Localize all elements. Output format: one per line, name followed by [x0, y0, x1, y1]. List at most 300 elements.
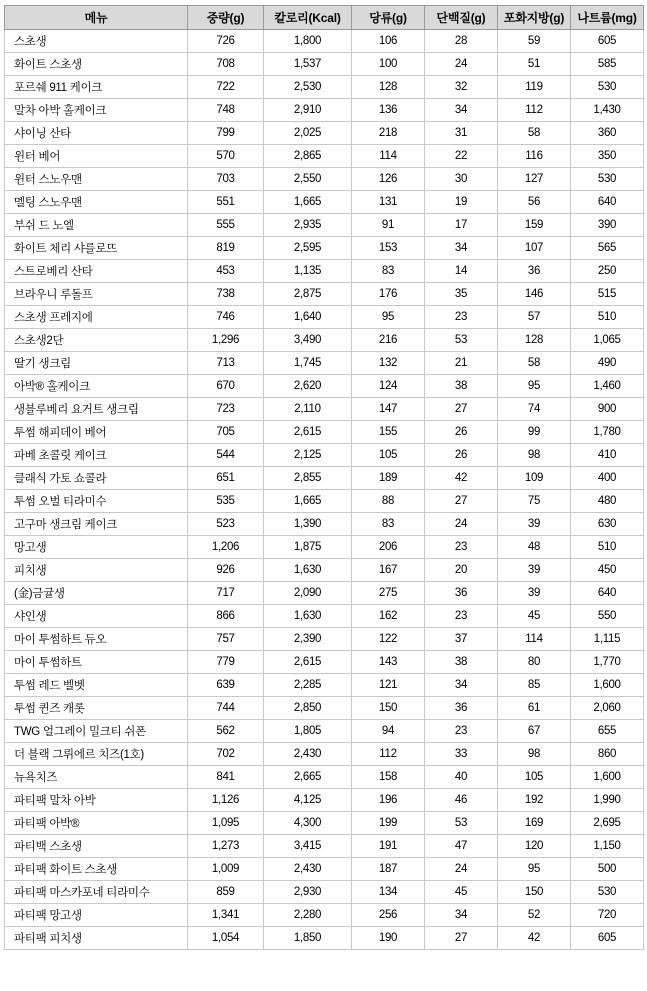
cell-menu-name: 멜팅 스노우맨 [5, 191, 188, 214]
cell-value: 2,285 [264, 674, 352, 697]
cell-value: 91 [352, 214, 425, 237]
cell-value: 713 [188, 352, 264, 375]
table-row [5, 352, 644, 375]
table-row [5, 835, 644, 858]
table-row [5, 766, 644, 789]
cell-value: 256 [352, 904, 425, 927]
cell-value: 169 [498, 812, 571, 835]
cell-value: 42 [498, 927, 571, 950]
cell-value: 900 [571, 398, 644, 421]
cell-value: 1,850 [264, 927, 352, 950]
cell-value: 147 [352, 398, 425, 421]
table-row [5, 697, 644, 720]
cell-value: 34 [425, 904, 498, 927]
cell-value: 1,600 [571, 674, 644, 697]
cell-value: 1,009 [188, 858, 264, 881]
table-row [5, 513, 644, 536]
cell-value: 100 [352, 53, 425, 76]
cell-value: 127 [498, 168, 571, 191]
cell-value: 535 [188, 490, 264, 513]
cell-menu-name: 파티팩 망고생 [5, 904, 188, 927]
cell-value: 136 [352, 99, 425, 122]
cell-value: 112 [352, 743, 425, 766]
table-row [5, 628, 644, 651]
cell-value: 1,537 [264, 53, 352, 76]
cell-value: 720 [571, 904, 644, 927]
cell-value: 2,855 [264, 467, 352, 490]
cell-value: 1,665 [264, 191, 352, 214]
cell-value: 216 [352, 329, 425, 352]
cell-value: 98 [498, 444, 571, 467]
cell-value: 131 [352, 191, 425, 214]
table-row [5, 927, 644, 950]
cell-value: 562 [188, 720, 264, 743]
cell-value: 159 [498, 214, 571, 237]
cell-value: 1,390 [264, 513, 352, 536]
cell-menu-name: 투썸 레드 벨벳 [5, 674, 188, 697]
cell-value: 3,415 [264, 835, 352, 858]
cell-value: 121 [352, 674, 425, 697]
cell-value: 58 [498, 122, 571, 145]
cell-value: 192 [498, 789, 571, 812]
cell-menu-name: 투썸 오벌 티라미수 [5, 490, 188, 513]
cell-value: 22 [425, 145, 498, 168]
cell-value: 20 [425, 559, 498, 582]
cell-value: 410 [571, 444, 644, 467]
cell-menu-name: 샤이닝 산타 [5, 122, 188, 145]
column-header-sodium: 나트륨(mg) [571, 6, 644, 30]
cell-value: 2,930 [264, 881, 352, 904]
cell-value: 150 [498, 881, 571, 904]
cell-value: 36 [498, 260, 571, 283]
cell-value: 56 [498, 191, 571, 214]
cell-value: 1,135 [264, 260, 352, 283]
table-row [5, 214, 644, 237]
cell-value: 28 [425, 30, 498, 53]
table-row [5, 490, 644, 513]
cell-value: 206 [352, 536, 425, 559]
cell-value: 2,875 [264, 283, 352, 306]
cell-value: 114 [498, 628, 571, 651]
cell-value: 162 [352, 605, 425, 628]
table-row [5, 605, 644, 628]
cell-value: 4,125 [264, 789, 352, 812]
cell-value: 35 [425, 283, 498, 306]
cell-menu-name: 생블루베리 요거트 생크림 [5, 398, 188, 421]
cell-value: 46 [425, 789, 498, 812]
cell-menu-name: 부쉬 드 노엘 [5, 214, 188, 237]
cell-value: 122 [352, 628, 425, 651]
table-row [5, 260, 644, 283]
cell-value: 74 [498, 398, 571, 421]
cell-value: 1,665 [264, 490, 352, 513]
table-row [5, 99, 644, 122]
cell-value: 639 [188, 674, 264, 697]
cell-value: 1,600 [571, 766, 644, 789]
cell-value: 1,065 [571, 329, 644, 352]
nutrition-table [4, 5, 644, 950]
cell-value: 2,850 [264, 697, 352, 720]
cell-value: 48 [498, 536, 571, 559]
cell-value: 39 [498, 559, 571, 582]
cell-menu-name: (金)금귤생 [5, 582, 188, 605]
cell-value: 143 [352, 651, 425, 674]
cell-value: 450 [571, 559, 644, 582]
table-row [5, 582, 644, 605]
cell-value: 1,126 [188, 789, 264, 812]
cell-value: 112 [498, 99, 571, 122]
cell-value: 75 [498, 490, 571, 513]
cell-value: 926 [188, 559, 264, 582]
cell-value: 109 [498, 467, 571, 490]
cell-value: 1,296 [188, 329, 264, 352]
cell-value: 515 [571, 283, 644, 306]
cell-value: 57 [498, 306, 571, 329]
column-header-sugar: 당류(g) [352, 6, 425, 30]
cell-value: 1,990 [571, 789, 644, 812]
table-header-row [5, 6, 644, 30]
cell-menu-name: 피치생 [5, 559, 188, 582]
cell-value: 45 [425, 881, 498, 904]
table-row [5, 237, 644, 260]
cell-value: 218 [352, 122, 425, 145]
table-row [5, 122, 644, 145]
table-row [5, 743, 644, 766]
cell-value: 738 [188, 283, 264, 306]
cell-value: 1,875 [264, 536, 352, 559]
table-row [5, 421, 644, 444]
table-row [5, 76, 644, 99]
cell-value: 1,630 [264, 605, 352, 628]
cell-value: 640 [571, 191, 644, 214]
table-row [5, 30, 644, 53]
column-header-protein: 단백질(g) [425, 6, 498, 30]
cell-value: 146 [498, 283, 571, 306]
cell-value: 61 [498, 697, 571, 720]
table-row [5, 651, 644, 674]
cell-menu-name: 망고생 [5, 536, 188, 559]
cell-value: 34 [425, 99, 498, 122]
cell-value: 26 [425, 421, 498, 444]
table-row [5, 904, 644, 927]
cell-menu-name: 클래식 가토 쇼콜라 [5, 467, 188, 490]
cell-value: 36 [425, 697, 498, 720]
column-header-weight: 중량(g) [188, 6, 264, 30]
cell-value: 19 [425, 191, 498, 214]
cell-value: 651 [188, 467, 264, 490]
cell-value: 37 [425, 628, 498, 651]
cell-value: 31 [425, 122, 498, 145]
cell-value: 555 [188, 214, 264, 237]
cell-menu-name: 파베 초콜릿 케이크 [5, 444, 188, 467]
cell-value: 116 [498, 145, 571, 168]
cell-value: 1,150 [571, 835, 644, 858]
table-row [5, 283, 644, 306]
cell-value: 153 [352, 237, 425, 260]
table-header [5, 6, 644, 30]
cell-value: 551 [188, 191, 264, 214]
cell-value: 350 [571, 145, 644, 168]
cell-value: 2,595 [264, 237, 352, 260]
cell-value: 23 [425, 720, 498, 743]
table-row [5, 789, 644, 812]
cell-value: 523 [188, 513, 264, 536]
cell-value: 670 [188, 375, 264, 398]
cell-value: 799 [188, 122, 264, 145]
cell-value: 640 [571, 582, 644, 605]
cell-value: 510 [571, 536, 644, 559]
cell-menu-name: 뉴욕치즈 [5, 766, 188, 789]
cell-value: 1,341 [188, 904, 264, 927]
cell-menu-name: 샤인생 [5, 605, 188, 628]
cell-value: 1,800 [264, 30, 352, 53]
table-row [5, 881, 644, 904]
cell-value: 510 [571, 306, 644, 329]
table-row [5, 306, 644, 329]
cell-value: 1,095 [188, 812, 264, 835]
cell-value: 27 [425, 927, 498, 950]
cell-value: 95 [498, 858, 571, 881]
cell-menu-name: 파티팩 말차 아박 [5, 789, 188, 812]
table-row [5, 145, 644, 168]
cell-value: 2,935 [264, 214, 352, 237]
cell-value: 67 [498, 720, 571, 743]
cell-value: 2,430 [264, 858, 352, 881]
cell-menu-name: 포르쉐 911 케이크 [5, 76, 188, 99]
cell-value: 250 [571, 260, 644, 283]
cell-value: 605 [571, 927, 644, 950]
column-header-menu: 메뉴 [5, 6, 188, 30]
cell-value: 27 [425, 490, 498, 513]
table-row [5, 375, 644, 398]
cell-value: 1,770 [571, 651, 644, 674]
cell-value: 544 [188, 444, 264, 467]
cell-value: 2,665 [264, 766, 352, 789]
cell-value: 1,115 [571, 628, 644, 651]
cell-menu-name: 브라우니 루돌프 [5, 283, 188, 306]
cell-value: 88 [352, 490, 425, 513]
cell-value: 196 [352, 789, 425, 812]
cell-value: 500 [571, 858, 644, 881]
cell-menu-name: 윈터 베어 [5, 145, 188, 168]
cell-value: 550 [571, 605, 644, 628]
table-row [5, 444, 644, 467]
cell-value: 585 [571, 53, 644, 76]
cell-value: 275 [352, 582, 425, 605]
cell-value: 158 [352, 766, 425, 789]
cell-value: 155 [352, 421, 425, 444]
cell-value: 744 [188, 697, 264, 720]
cell-value: 53 [425, 329, 498, 352]
cell-value: 95 [352, 306, 425, 329]
cell-value: 779 [188, 651, 264, 674]
cell-value: 30 [425, 168, 498, 191]
cell-value: 85 [498, 674, 571, 697]
cell-value: 39 [498, 513, 571, 536]
cell-value: 106 [352, 30, 425, 53]
cell-value: 2,430 [264, 743, 352, 766]
cell-value: 2,025 [264, 122, 352, 145]
cell-value: 1,630 [264, 559, 352, 582]
cell-value: 2,060 [571, 697, 644, 720]
cell-menu-name: 아박® 홀케이크 [5, 375, 188, 398]
cell-value: 630 [571, 513, 644, 536]
cell-value: 400 [571, 467, 644, 490]
cell-value: 191 [352, 835, 425, 858]
cell-value: 655 [571, 720, 644, 743]
cell-value: 150 [352, 697, 425, 720]
cell-value: 23 [425, 306, 498, 329]
cell-value: 17 [425, 214, 498, 237]
cell-value: 723 [188, 398, 264, 421]
cell-value: 34 [425, 674, 498, 697]
cell-menu-name: 더 블랙 그뤼에르 치즈(1호) [5, 743, 188, 766]
cell-value: 605 [571, 30, 644, 53]
table-row [5, 329, 644, 352]
cell-value: 1,206 [188, 536, 264, 559]
table-row [5, 559, 644, 582]
cell-value: 132 [352, 352, 425, 375]
cell-value: 187 [352, 858, 425, 881]
cell-value: 453 [188, 260, 264, 283]
cell-value: 2,620 [264, 375, 352, 398]
cell-menu-name: 스초생 프레지에 [5, 306, 188, 329]
cell-menu-name: 말차 아박 홀케이크 [5, 99, 188, 122]
cell-menu-name: 화이트 체리 샤를로뜨 [5, 237, 188, 260]
cell-value: 24 [425, 53, 498, 76]
cell-value: 119 [498, 76, 571, 99]
cell-value: 2,550 [264, 168, 352, 191]
cell-value: 27 [425, 398, 498, 421]
cell-value: 114 [352, 145, 425, 168]
cell-value: 3,490 [264, 329, 352, 352]
cell-value: 748 [188, 99, 264, 122]
cell-value: 717 [188, 582, 264, 605]
cell-value: 24 [425, 858, 498, 881]
cell-value: 2,695 [571, 812, 644, 835]
cell-value: 59 [498, 30, 571, 53]
cell-value: 51 [498, 53, 571, 76]
table-row [5, 467, 644, 490]
cell-menu-name: 마이 투썸하트 [5, 651, 188, 674]
cell-menu-name: 파티팩 피치생 [5, 927, 188, 950]
cell-value: 2,110 [264, 398, 352, 421]
cell-value: 124 [352, 375, 425, 398]
cell-value: 866 [188, 605, 264, 628]
cell-value: 360 [571, 122, 644, 145]
cell-value: 2,530 [264, 76, 352, 99]
cell-value: 757 [188, 628, 264, 651]
table-body [5, 30, 644, 950]
table-row [5, 191, 644, 214]
cell-menu-name: 마이 투썸하트 듀오 [5, 628, 188, 651]
cell-value: 33 [425, 743, 498, 766]
table-row [5, 398, 644, 421]
table-row [5, 536, 644, 559]
cell-value: 128 [498, 329, 571, 352]
cell-value: 2,865 [264, 145, 352, 168]
table-row [5, 168, 644, 191]
column-header-calories: 칼로리(Kcal) [264, 6, 352, 30]
cell-value: 2,280 [264, 904, 352, 927]
cell-value: 530 [571, 76, 644, 99]
cell-value: 21 [425, 352, 498, 375]
cell-value: 105 [498, 766, 571, 789]
cell-value: 34 [425, 237, 498, 260]
cell-menu-name: 파티백 스초생 [5, 835, 188, 858]
cell-value: 52 [498, 904, 571, 927]
cell-value: 2,390 [264, 628, 352, 651]
cell-value: 120 [498, 835, 571, 858]
cell-menu-name: 딸기 생크림 [5, 352, 188, 375]
cell-value: 2,615 [264, 421, 352, 444]
cell-value: 819 [188, 237, 264, 260]
cell-value: 39 [498, 582, 571, 605]
cell-value: 1,430 [571, 99, 644, 122]
cell-value: 53 [425, 812, 498, 835]
table-row [5, 53, 644, 76]
cell-value: 80 [498, 651, 571, 674]
cell-value: 570 [188, 145, 264, 168]
cell-value: 1,054 [188, 927, 264, 950]
cell-menu-name: 파티팩 화이트 스초생 [5, 858, 188, 881]
cell-value: 708 [188, 53, 264, 76]
cell-value: 703 [188, 168, 264, 191]
table-row [5, 858, 644, 881]
cell-value: 36 [425, 582, 498, 605]
cell-value: 99 [498, 421, 571, 444]
cell-value: 134 [352, 881, 425, 904]
cell-value: 1,805 [264, 720, 352, 743]
cell-value: 83 [352, 260, 425, 283]
cell-value: 38 [425, 651, 498, 674]
cell-value: 726 [188, 30, 264, 53]
cell-value: 1,460 [571, 375, 644, 398]
cell-value: 107 [498, 237, 571, 260]
cell-value: 83 [352, 513, 425, 536]
cell-menu-name: 스트로베리 산타 [5, 260, 188, 283]
cell-menu-name: 투썸 해피데이 베어 [5, 421, 188, 444]
cell-value: 40 [425, 766, 498, 789]
cell-value: 23 [425, 536, 498, 559]
cell-value: 530 [571, 168, 644, 191]
cell-value: 722 [188, 76, 264, 99]
cell-value: 2,090 [264, 582, 352, 605]
cell-value: 746 [188, 306, 264, 329]
cell-value: 1,745 [264, 352, 352, 375]
cell-menu-name: 윈터 스노우맨 [5, 168, 188, 191]
cell-value: 126 [352, 168, 425, 191]
cell-value: 167 [352, 559, 425, 582]
cell-value: 2,910 [264, 99, 352, 122]
cell-value: 480 [571, 490, 644, 513]
cell-menu-name: 투썸 퀸즈 캐롯 [5, 697, 188, 720]
cell-menu-name: 화이트 스초생 [5, 53, 188, 76]
cell-value: 38 [425, 375, 498, 398]
cell-value: 1,780 [571, 421, 644, 444]
column-header-saturated-fat: 포화지방(g) [498, 6, 571, 30]
cell-value: 1,273 [188, 835, 264, 858]
cell-menu-name: 파티팩 아박® [5, 812, 188, 835]
cell-menu-name: TWG 얼그레이 밀크티 쉬폰 [5, 720, 188, 743]
cell-value: 32 [425, 76, 498, 99]
cell-value: 26 [425, 444, 498, 467]
cell-value: 128 [352, 76, 425, 99]
cell-value: 199 [352, 812, 425, 835]
table-row [5, 674, 644, 697]
cell-value: 58 [498, 352, 571, 375]
cell-value: 95 [498, 375, 571, 398]
